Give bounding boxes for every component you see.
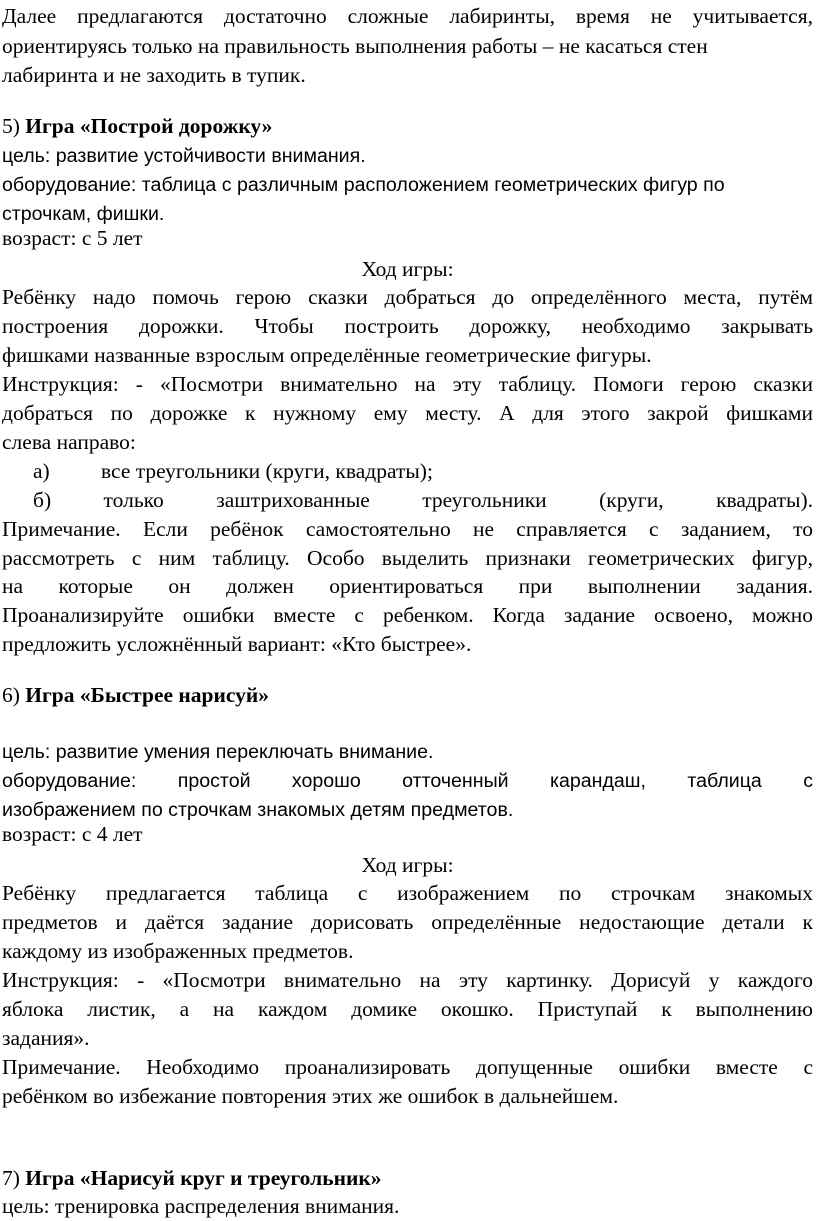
game5-list-item-a — [33, 457, 813, 486]
intro-line-1: Далее предлагаются достаточно сложные лабиринты, время не учитывается, — [2, 4, 813, 28]
game5-age: возраст: с 5 лет — [2, 226, 143, 250]
game5-equipment-line-1: оборудование: таблица с различным расположением геометрических фигур по — [2, 174, 725, 196]
game6-instruction-line-3: задания». — [2, 1026, 90, 1050]
game6-note-line-2: ребёнком во избежание повторения этих же ошибок в дальнейшем. — [2, 1084, 619, 1108]
game6-equipment-line-1: оборудование: простой хорошо отточенный карандаш, таблица с — [2, 770, 813, 792]
game5-note-line-5: предложить усложнённый вариант: «Кто быстрее». — [2, 632, 472, 656]
game5-equipment-line-2: строчкам, фишки. — [2, 203, 165, 225]
game5-instruction-line-2: добраться по дорожке к нужному ему месту. А для этого закрой фишками — [2, 401, 813, 425]
game5-para-line-1: Ребёнку надо помочь герою сказки добраться до определённого места, путём — [2, 285, 813, 309]
game7-number: 7) — [2, 1166, 20, 1190]
game5-heading — [2, 112, 813, 141]
game6-heading — [2, 681, 813, 710]
game7-heading — [2, 1164, 813, 1193]
game5-instruction-line-3: слева направо: — [2, 430, 136, 454]
game6-course-heading: Ход игры: — [361, 853, 454, 877]
game6-para-line-2: предметов и даётся задание дорисовать определённые недостающие детали к — [2, 910, 813, 934]
game6-instruction-line-2: яблока листик, а на каждом домике окошко. Приступай к выполнению — [2, 997, 813, 1021]
game5-note-line-3: на которые он должен ориентироваться при выполнении задания. — [2, 574, 813, 598]
game5-goal: цель: развитие устойчивости внимания. — [2, 145, 366, 167]
game5-note-line-4: Проанализируйте ошибки вместе с ребенком. Когда задание освоено, можно — [2, 603, 813, 627]
game5-note-line-1: Примечание. Если ребёнок самостоятельно не справляется с заданием, то — [2, 517, 813, 541]
game6-para-line-3: каждому из изображенных предметов. — [2, 939, 354, 963]
intro-line-2: ориентируясь только на правильность выполнения работы – не касаться стен — [2, 34, 708, 58]
game5-note-line-2: рассмотреть с ним таблицу. Особо выделить признаки геометрических фигур, — [2, 546, 813, 570]
game6-equipment-line-2: изображением по строчкам знакомых детям предметов. — [2, 799, 514, 821]
list-item-a-text: все треугольники (круги, квадраты); — [101, 459, 433, 483]
game5-list-item-b: б) только заштрихованные треугольники (круги, квадраты). — [33, 488, 813, 512]
game5-course-heading: Ход игры: — [361, 257, 454, 281]
game7-title: Игра «Нарисуй круг и треугольник» — [25, 1166, 382, 1190]
game6-title: Игра «Быстрее нарисуй» — [25, 683, 270, 707]
game6-age: возраст: с 4 лет — [2, 822, 143, 846]
intro-line-3: лабиринта и не заходить в тупик. — [2, 63, 306, 87]
game6-instruction-line-1: Инструкция: - «Посмотри внимательно на эту картинку. Дорисуй у каждого — [2, 968, 813, 992]
game5-para-line-2: построения дорожки. Чтобы построить дорожку, необходимо закрывать — [2, 314, 813, 338]
game5-instruction-line-1: Инструкция: - «Посмотри внимательно на эту таблицу. Помоги герою сказки — [2, 372, 813, 396]
game5-title: Игра «Построй дорожку» — [25, 114, 273, 138]
game7-goal: цель: тренировка распределения внимания. — [2, 1194, 400, 1218]
game6-note-line-1: Примечание. Необходимо проанализировать допущенные ошибки вместе с — [2, 1055, 813, 1079]
game5-para-line-3: фишками названные взрослым определённые геометрические фигуры. — [2, 343, 652, 367]
game6-para-line-1: Ребёнку предлагается таблица с изображением по строчкам знакомых — [2, 881, 813, 905]
game6-number: 6) — [2, 683, 20, 707]
list-marker-a: а) — [33, 459, 50, 483]
game6-goal: цель: развитие умения переключать внимание. — [2, 741, 434, 763]
game5-number: 5) — [2, 114, 20, 138]
